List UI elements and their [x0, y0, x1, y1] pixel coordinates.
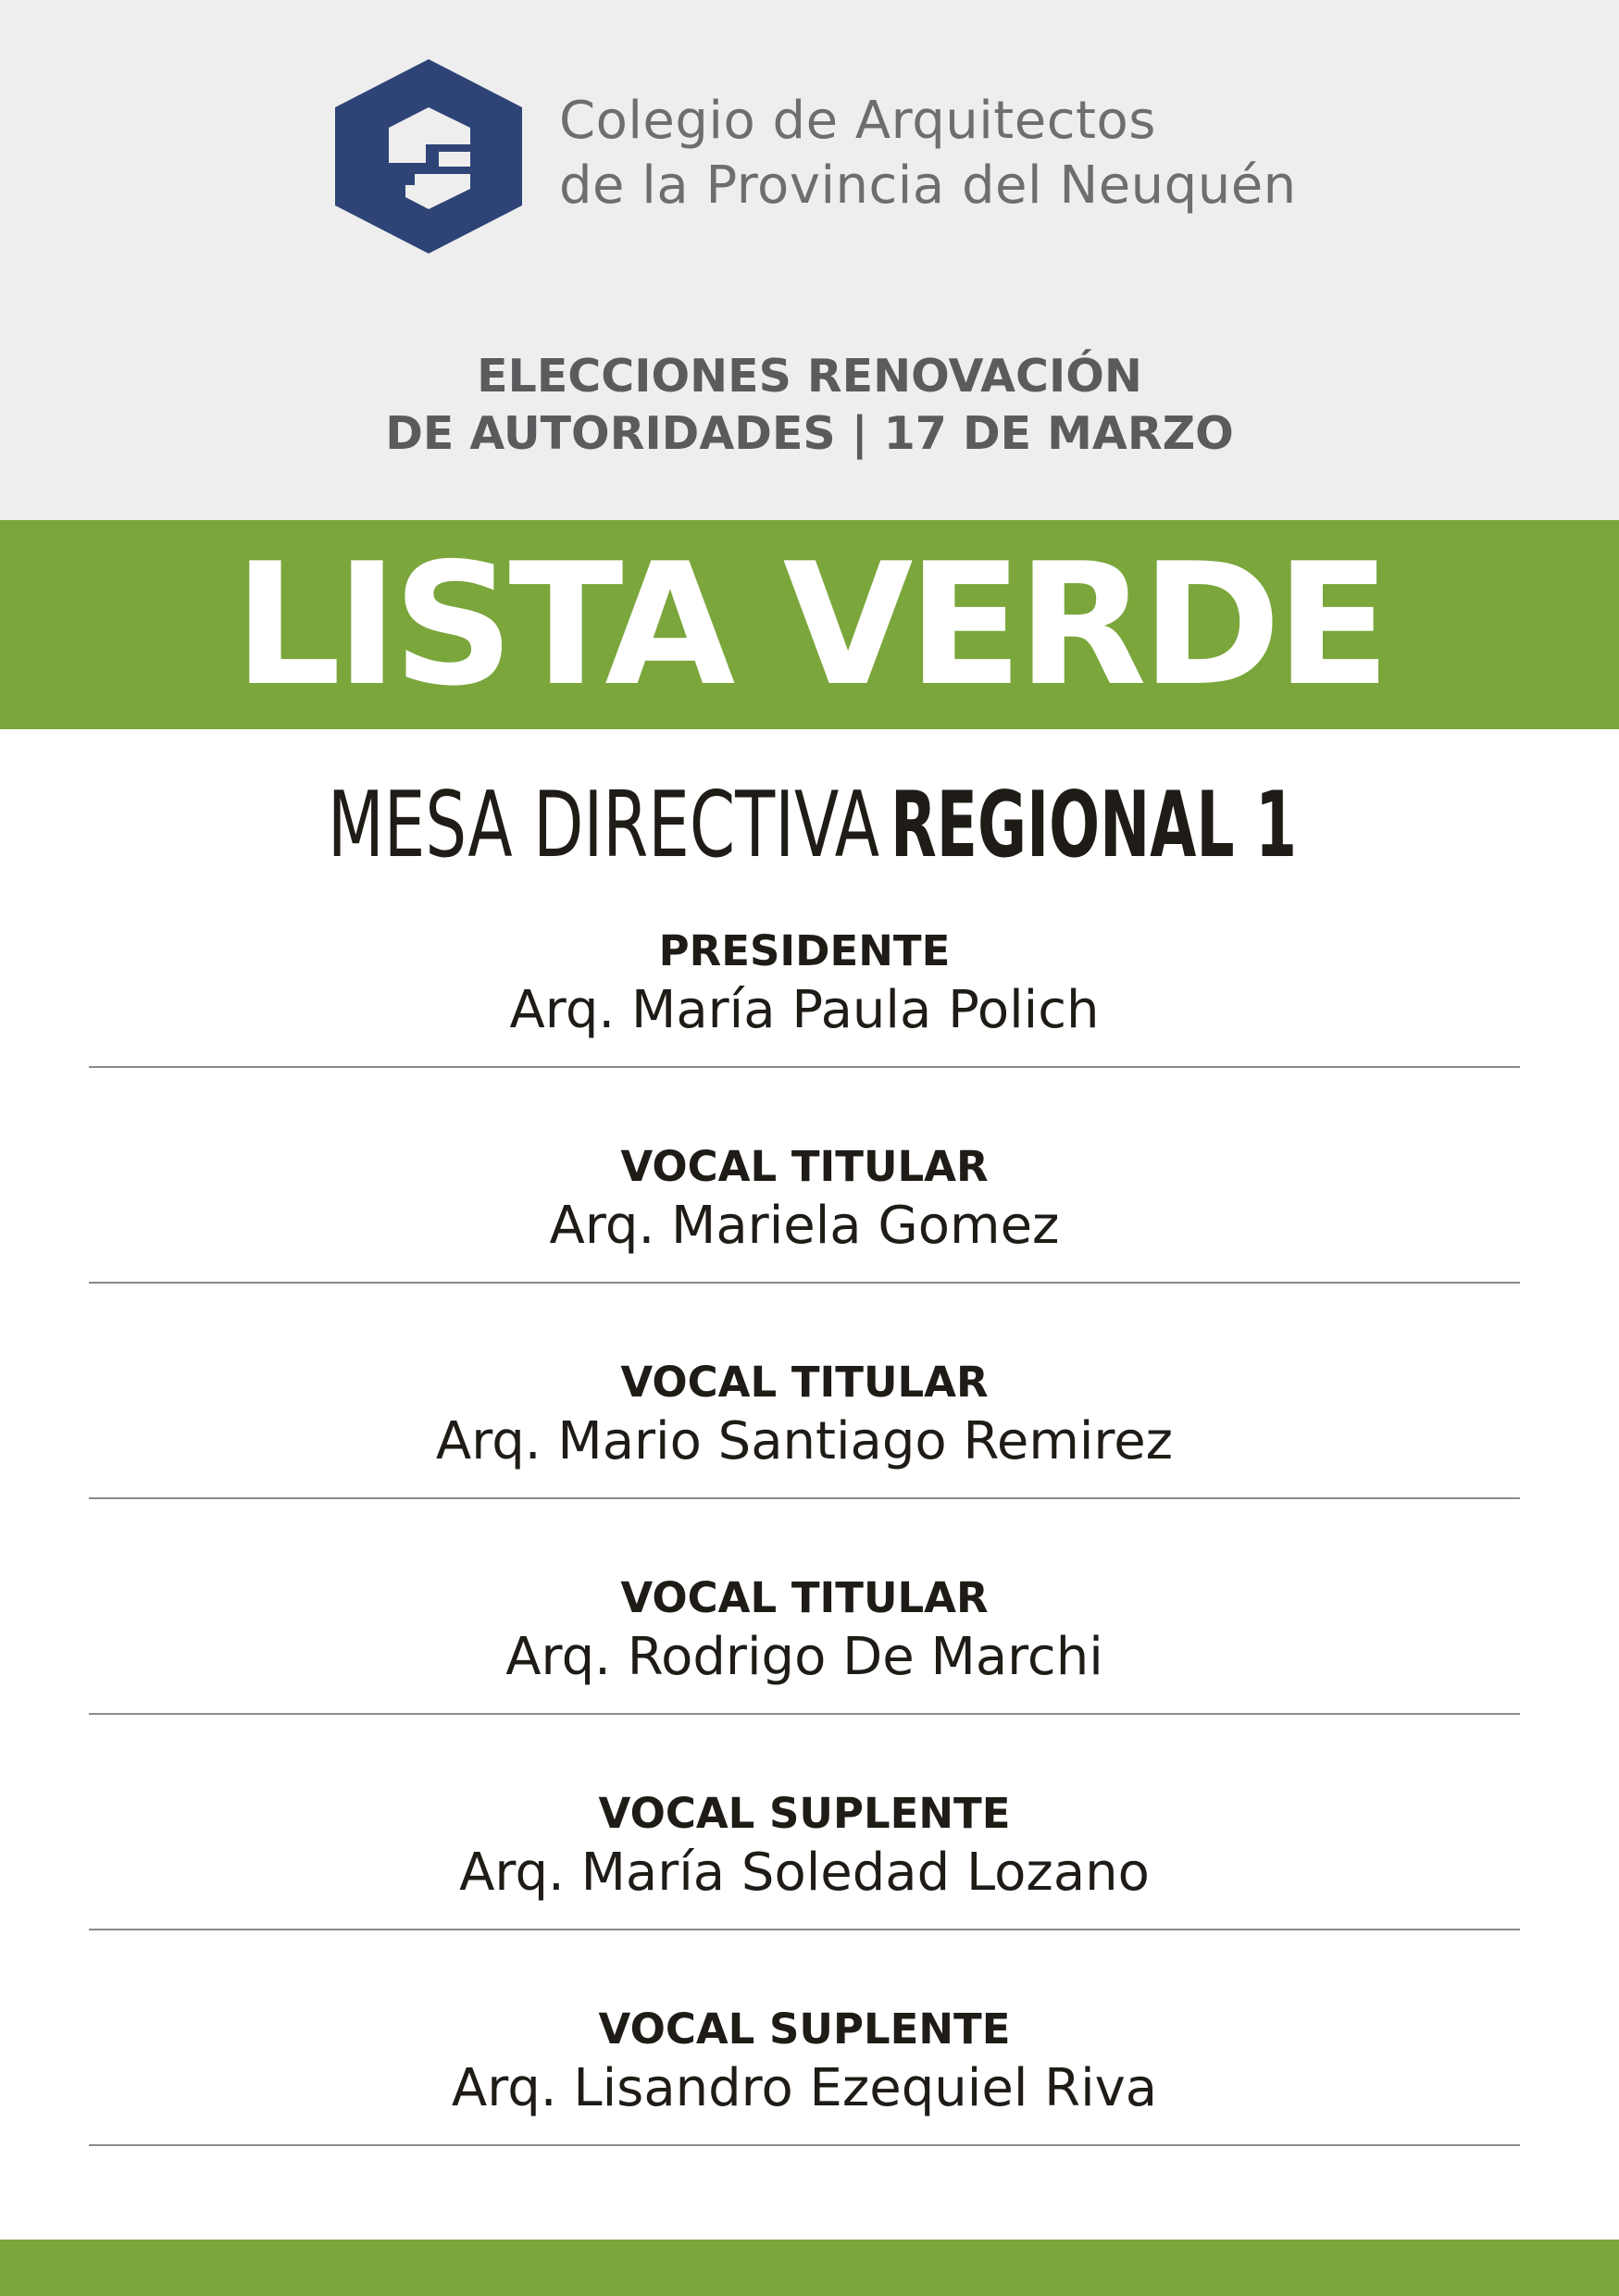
organization-name-line1: Colegio de Arquitectos [559, 91, 1156, 151]
member-item [89, 1141, 1520, 1357]
organization-name [559, 89, 1485, 218]
divider [89, 1282, 1520, 1284]
member-item [89, 925, 1520, 1141]
member-name: Arq. Rodrigo De Marchi [505, 1627, 1103, 1687]
election-heading [0, 348, 1619, 463]
member-name: Arq. María Paula Polich [509, 980, 1100, 1040]
divider [89, 1066, 1520, 1068]
election-heading-line2: DE AUTORIDADES | 17 DE MARZO [385, 407, 1234, 460]
list-title: LISTA VERDE [233, 527, 1386, 723]
member-item [89, 2004, 1520, 2219]
member-role: VOCAL TITULAR [620, 1573, 989, 1622]
board-title [0, 770, 1619, 881]
footer-band [0, 2240, 1619, 2296]
member-list [89, 925, 1520, 2219]
member-item [89, 1788, 1520, 2004]
member-role: PRESIDENTE [658, 926, 951, 975]
member-name: Arq. María Soledad Lozano [459, 1843, 1150, 1903]
member-role: VOCAL SUPLENTE [598, 2004, 1011, 2054]
board-title-light: MESA DIRECTIVA [327, 773, 879, 878]
divider [89, 2144, 1520, 2146]
election-heading-line1: ELECCIONES RENOVACIÓN [477, 350, 1142, 403]
divider [89, 1713, 1520, 1715]
member-role: VOCAL TITULAR [620, 1142, 989, 1191]
divider [89, 1497, 1520, 1499]
member-role: VOCAL TITULAR [620, 1358, 989, 1407]
organization-name-line2: de la Provincia del Neuquén [559, 155, 1297, 216]
board-title-bold: REGIONAL 1 [890, 773, 1297, 878]
member-name: Arq. Lisandro Ezequiel Riva [451, 2058, 1158, 2118]
member-name: Arq. Mariela Gomez [549, 1196, 1060, 1256]
member-name: Arq. Mario Santiago Remirez [435, 1411, 1174, 1471]
member-role: VOCAL SUPLENTE [598, 1789, 1011, 1838]
hexagon-logo-icon [335, 59, 522, 254]
member-item [89, 1357, 1520, 1572]
member-item [89, 1572, 1520, 1788]
divider [89, 1929, 1520, 1930]
